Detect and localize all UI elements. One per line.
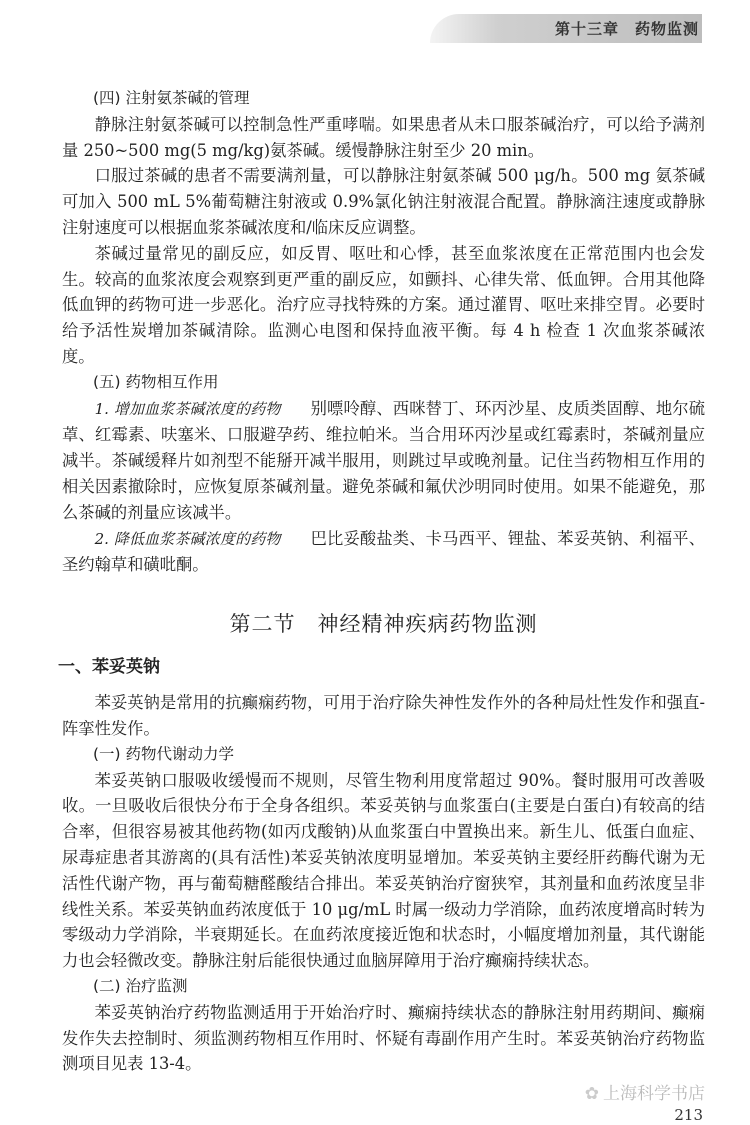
- paragraph: 苯妥英钠口服吸收缓慢而不规则，尽管生物利用度常超过 90%。餐时服用可改善吸收。一旦吸收后很快分布于全身各组织。苯妥英钠与血浆蛋白(主要是白蛋白)有较高的结合率，但很容易被其他药物(如丙戊酸钠)从血浆蛋白中置换出来。新生儿、低蛋白血症、尿毒症患者其游离的(具有活性)苯妥英钠浓度明显增加。苯妥英钠主要经肝药酶代谢为无活性代谢产物，再与葡萄糖醛酸结合排出。苯妥英钠治疗窗狭窄，其剂量和血药浓度呈非线性关系。苯妥英钠血药浓度低于 10 μg/mL 时属一级动力学消除，血药浓度增高时转为零级动力学消除，半衰期延长。在血药浓度接近饱和状态时，小幅度增加剂量，其代谢能力也会轻微改变。静脉注射后能很快通过血脑屏障用于治疗癫痫持续状态。: [62, 770, 705, 971]
- subheading-injection-management: (四) 注射氨茶碱的管理: [93, 89, 250, 107]
- watermark-text: 上海科学书店: [603, 1084, 705, 1105]
- list-item: [62, 526, 705, 579]
- watermark: [0, 1083, 705, 1105]
- page-number: 213: [674, 1106, 703, 1125]
- paragraph: 苯妥英钠是常用的抗癫痫药物，可用于治疗除失神性发作外的各种局灶性发作和强直-阵挛性发作。: [62, 693, 705, 738]
- wechat-icon: ✿: [584, 1084, 599, 1105]
- page-footer: [0, 1083, 705, 1125]
- list-item: [62, 396, 705, 526]
- chapter-header-title: 第十三章 药物监测: [555, 20, 700, 38]
- subheading-drug-interactions: (五) 药物相互作用: [93, 372, 219, 391]
- item-text: 别嘌呤醇、西咪替丁、环丙沙星、皮质类固醇、地尔硫䓬、红霉素、呋塞米、口服避孕药、维拉帕米。当合用环丙沙星或红霉素时，茶碱剂量应减半。茶碱缓释片如剂型不能掰开减半服用，则跳过早或晚剂量。记住当药物相互作用的相关因素撤除时，应恢复原茶碱剂量。避免茶碱和氟伏沙明同时使用。如果不能避免，那么茶碱的剂量应该减半。: [62, 398, 705, 522]
- page-content: [58, 0, 705, 1077]
- subheading-pharmacokinetics: (一) 药物代谢动力学: [93, 744, 235, 763]
- paragraph: 茶碱过量常见的副反应，如反胃、呕吐和心悸，甚至血浆浓度在正常范围内也会发生。较高的血浆浓度会观察到更严重的副反应，如颤抖、心律失常、低血钾。合用其他降低血钾的药物可进一步恶化。治疗应寻找特殊的方案。通过灌胃、呕吐来排空胃。必要时给予活性炭增加茶碱清除。监测心电图和保持血液平衡。每 4 h 检查 1 次血浆茶碱浓度。: [62, 243, 705, 366]
- paragraph: 口服过茶碱的患者不需要满剂量，可以静脉注射氨茶碱 500 μg/h。500 mg 氨茶碱可加入 500 mL 5%葡萄糖注射液或 0.9%氯化钠注射液混合配置。静脉滴注速度或静脉注射速度可以根据血浆茶碱浓度和/临床反应调整。: [62, 166, 705, 237]
- heading-phenytoin: 一、苯妥英钠: [58, 657, 160, 678]
- item-label: 2. 降低血浆茶碱浓度的药物: [94, 529, 281, 548]
- paragraph: 苯妥英钠治疗药物监测适用于开始治疗时、癫痫持续状态的静脉注射用药期间、癫痫发作失去控制时、须监测药物相互作用时、怀疑有毒副作用产生时。苯妥英钠治疗药物监测项目见表 13-4。: [62, 1002, 705, 1074]
- subheading-therapeutic-monitoring: (二) 治疗监测: [93, 976, 188, 995]
- item-text: 巴比妥酸盐类、卡马西平、锂盐、苯妥英钠、利福平、圣约翰草和磺吡酮。: [62, 528, 705, 575]
- item-label: 1. 增加血浆茶碱浓度的药物: [94, 399, 281, 418]
- section-title: 第二节 神经精神疾病药物监测: [229, 612, 538, 637]
- paragraph: 静脉注射氨茶碱可以控制急性严重哮喘。如果患者从未口服茶碱治疗，可以给予满剂量 250~500 mg(5 mg/kg)氨茶碱。缓慢静脉注射至少 20 min。: [62, 114, 705, 160]
